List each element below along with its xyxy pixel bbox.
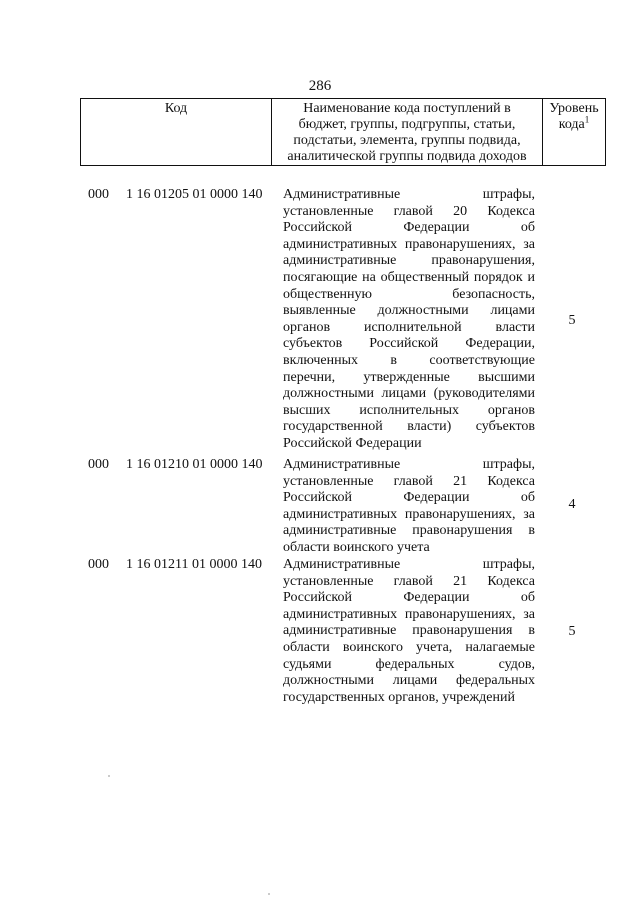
row-name-line: органов исполнительной власти xyxy=(283,319,535,335)
row-prefix: 000 xyxy=(88,457,109,472)
row-name-line: административных правонарушениях, за xyxy=(283,606,535,622)
header-code-cell xyxy=(80,99,271,165)
header-code-label: Код xyxy=(164,101,188,116)
row-name-line: административных правонарушениях, за xyxy=(283,236,535,252)
row-name-line: субъектов Российской Федерации, xyxy=(283,336,535,352)
row-name-line: установленные главой 20 Кодекса xyxy=(283,203,535,219)
row-name-line: административных правонарушениях, за xyxy=(283,506,535,522)
row-prefix: 000 xyxy=(88,187,109,202)
row-level: 5 xyxy=(568,313,576,328)
row-code: 1 16 01205 01 0000 140 xyxy=(126,187,263,202)
row-name-line: высших исполнительных органов xyxy=(283,402,535,418)
row-name-line: области воинского учета xyxy=(283,539,430,555)
row-name-line: должностными лицами (руководителями xyxy=(283,386,535,402)
row-name-line: перечни, утвержденные высшими xyxy=(283,369,535,385)
row-name-line: области воинского учета, налагаемые xyxy=(283,639,535,655)
header-level-cell xyxy=(542,99,606,165)
row-name-line: должностными лицами федеральных xyxy=(283,673,535,689)
header-name-line: бюджет, группы, подгруппы, статьи, xyxy=(298,117,516,132)
row-name-line: общественную безопасность, xyxy=(283,286,535,302)
header-name-line: аналитической группы подвида доходов xyxy=(287,149,527,164)
row-code: 1 16 01211 01 0000 140 xyxy=(126,557,262,572)
row-name-line: установленные главой 21 Кодекса xyxy=(283,573,535,589)
row-name-line: Российской Федерации об xyxy=(283,490,535,506)
row-name xyxy=(283,187,535,453)
row-level: 4 xyxy=(568,497,576,512)
footnote-marker: 1 xyxy=(584,114,590,125)
row-code: 1 16 01210 01 0000 140 xyxy=(126,457,263,472)
row-level: 5 xyxy=(568,624,576,639)
row-name-line: Административные штрафы, xyxy=(283,457,535,472)
header-level-line-with-footnote xyxy=(543,114,605,133)
row-name-line: включенных в соответствующие xyxy=(283,352,535,368)
header-name-line: Наименование кода поступлений в xyxy=(303,101,511,116)
row-name-line: Российской Федерации об xyxy=(283,590,535,606)
row-name xyxy=(283,557,535,706)
header-level-line: кода xyxy=(558,117,585,132)
header-name-line: подстатьи, элемента, группы подвида, xyxy=(293,133,521,148)
table-header xyxy=(80,98,606,166)
row-name-line: посягающие на общественный порядок и xyxy=(283,269,535,285)
row-name-line: государственных органов, учреждений xyxy=(283,689,515,705)
page-number: 286 xyxy=(308,78,332,94)
row-name-line: установленные главой 21 Кодекса xyxy=(283,473,535,489)
row-name-line: административные правонарушения, xyxy=(283,253,535,269)
row-name-line: Административные штрафы, xyxy=(283,187,535,202)
row-name-line: административные правонарушения в xyxy=(283,523,535,539)
row-name xyxy=(283,457,535,557)
row-name-line: судьями федеральных судов, xyxy=(283,656,535,672)
header-name-cell xyxy=(271,99,542,165)
row-name-line: Административные штрафы, xyxy=(283,557,535,572)
row-prefix: 000 xyxy=(88,557,109,572)
row-name-line: выявленные должностными лицами xyxy=(283,303,535,319)
row-name-line: административные правонарушения в xyxy=(283,623,535,639)
row-name-line: Российской Федерации об xyxy=(283,220,535,236)
row-name-line: государственной власти) субъектов xyxy=(283,419,535,435)
row-name-line: Российской Федерации xyxy=(283,435,422,451)
header-level-line: Уровень xyxy=(549,101,599,116)
scan-speck xyxy=(268,893,270,895)
scan-speck xyxy=(108,775,110,777)
